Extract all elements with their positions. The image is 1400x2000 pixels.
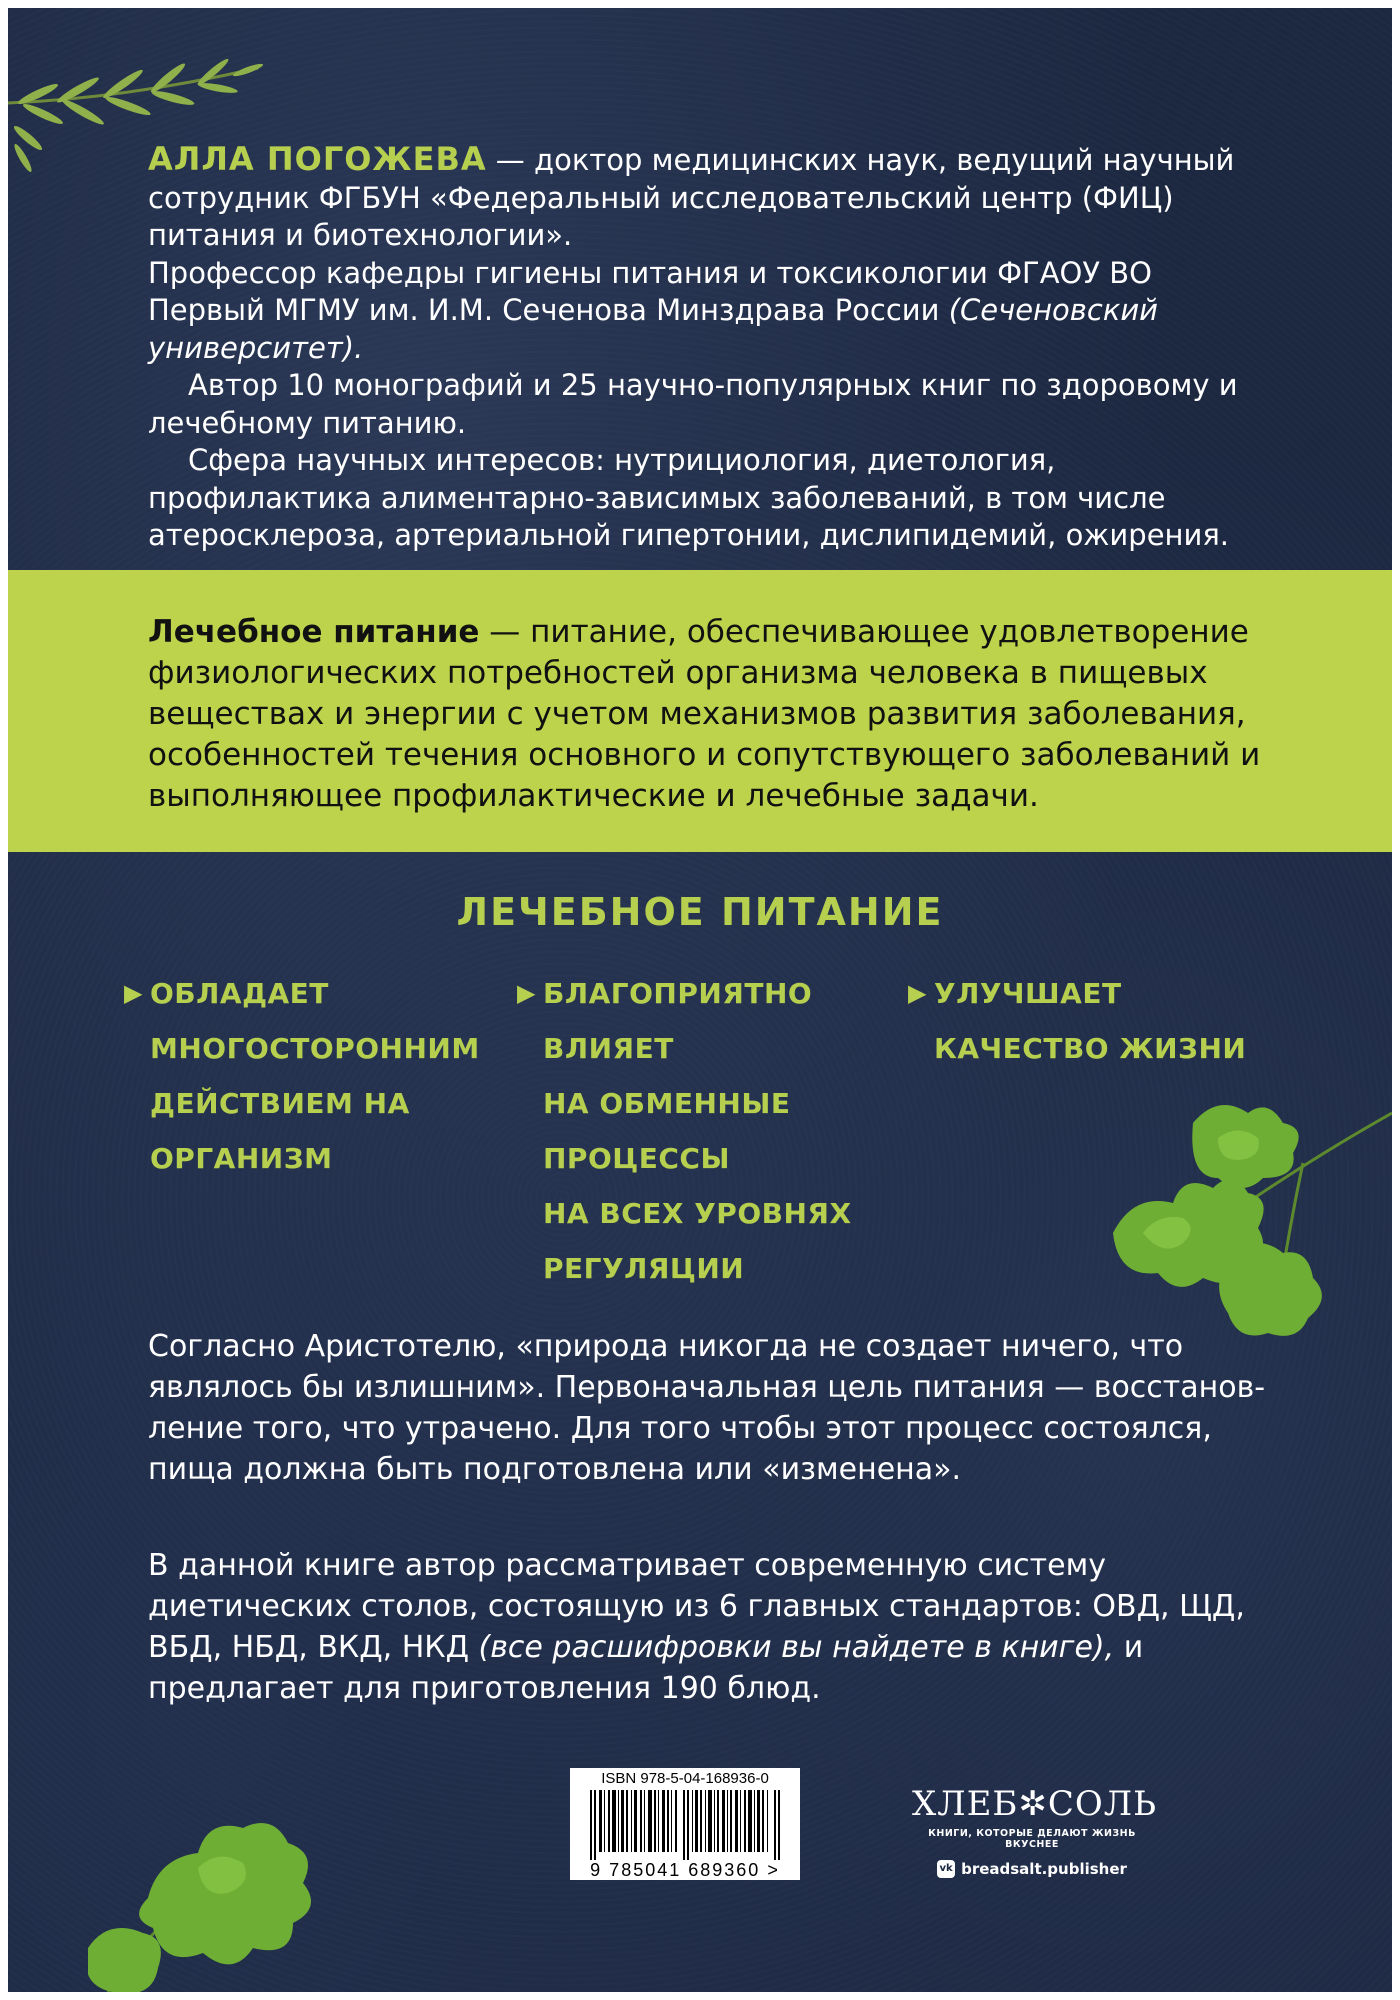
definition-body: — питание, обеспечивающее удовлетворение физиологических потребностей организма человека в пищевых веществах и энергии с учетом механизмов развития заболевания, особенностей течения основного и сопутствующего заболеваний и выполняющее профилактические и лечебные задачи. bbox=[148, 614, 1261, 814]
author-intro bbox=[148, 141, 1268, 255]
aristotle-quote bbox=[148, 1326, 1278, 1490]
triangle-bullet-icon: ▶ bbox=[908, 979, 927, 1007]
summary-text bbox=[148, 1545, 1278, 1709]
publisher-social-handle[interactable]: breadsalt.publisher bbox=[961, 1860, 1127, 1878]
benefit-line: ДЕЙСТВИЕМ НА bbox=[150, 1087, 410, 1120]
triangle-bullet-icon: ▶ bbox=[517, 979, 536, 1007]
benefit-line: РЕГУЛЯЦИИ bbox=[543, 1252, 745, 1285]
benefit-line: БЛАГОПРИЯТНО bbox=[543, 977, 813, 1010]
benefit-line: ОРГАНИЗМ bbox=[150, 1142, 333, 1175]
vk-icon: vk bbox=[937, 1860, 955, 1878]
benefit-line: ВЛИЯЕТ bbox=[543, 1032, 674, 1065]
summary-text-2: и предлагает для приготовления 190 блюд. bbox=[148, 1630, 1144, 1706]
quote-text: Согласно Аристотелю, «природа никогда не создает ничего, что являлось бы излишним». Первоначальная цель питания — восстанов-ление того, что утрачено. Для того чтобы этот процесс состоялся, пища должна быть подготовлена или «изменена». bbox=[148, 1329, 1266, 1487]
definition-term: Лечебное питание bbox=[148, 614, 480, 650]
triangle-bullet-icon: ▶ bbox=[124, 979, 143, 1007]
author-books: Автор 10 монографий и 25 научно-популярных книг по здоровому и лечебному питанию. bbox=[148, 368, 1238, 440]
author-bio-2: Профессор кафедры гигиены питания и токсикологии ФГАОУ ВО Первый МГМУ им. И.М. Сеченова Минздрава России bbox=[148, 255, 1152, 327]
benefit-line: УЛУЧШАЕТ bbox=[934, 977, 1122, 1010]
benefits-title: ЛЕЧЕБНОЕ ПИТАНИЕ bbox=[456, 890, 944, 934]
parsley-leaf-decoration bbox=[88, 1778, 348, 1992]
benefit-line: НА ОБМЕННЫЕ bbox=[543, 1087, 791, 1120]
benefit-line: ОБЛАДАЕТ bbox=[150, 977, 329, 1010]
definition-text bbox=[148, 612, 1268, 817]
isbn-barcode bbox=[570, 1768, 800, 1880]
publisher-logo: ХЛЕБ✲СОЛЬ bbox=[912, 1784, 1158, 1824]
barcode-bars bbox=[590, 1790, 780, 1860]
publisher-block bbox=[912, 1784, 1158, 1878]
benefit-line: НА ВСЕХ УРОВНЯХ bbox=[543, 1197, 852, 1230]
summary-text-1: В данной книге автор рассматривает современную систему диетических столов, состоящую из 6 главных стандартов: ОВД, ЩД, ВБД, НБД, ВКД, НКД bbox=[148, 1548, 1245, 1665]
author-bio-1: — доктор медицинских наук, ведущий научный сотрудник ФГБУН «Федеральный исследовательский центр (ФИЦ) питания и биотехнологии». bbox=[148, 143, 1235, 252]
book-back-cover bbox=[8, 8, 1392, 1992]
benefit-line: КАЧЕСТВО ЖИЗНИ bbox=[934, 1032, 1247, 1065]
benefit-column-2 bbox=[517, 966, 852, 1296]
author-position bbox=[148, 255, 1268, 368]
book-summary bbox=[148, 1545, 1278, 1709]
ean-number: 9 785041 689360 > bbox=[590, 1860, 780, 1880]
isbn-number: ISBN 978-5-04-168936-0 bbox=[601, 1770, 769, 1787]
summary-italic: (все расшифровки вы найдете в книге), bbox=[478, 1630, 1115, 1665]
benefit-line: МНОГОСТОРОННИМ bbox=[150, 1032, 480, 1065]
author-name: АЛЛА ПОГОЖЕВА bbox=[148, 140, 487, 178]
parsley-sprig-decoration bbox=[1053, 1083, 1392, 1343]
benefit-column-3 bbox=[908, 966, 1247, 1076]
benefit-line: ПРОЦЕССЫ bbox=[543, 1142, 730, 1175]
author-bio-2-italic: (Сеченовский университет). bbox=[148, 293, 1159, 365]
definition-band bbox=[8, 570, 1392, 852]
publisher-social[interactable] bbox=[912, 1860, 1152, 1878]
author-bio bbox=[148, 141, 1268, 555]
author-interests: Сфера научных интересов: нутрициология, диетология, профилактика алиментарно-зависимых заболеваний, в том числе атеросклероза, артериальной гипертонии, дислипидемий, ожирения. bbox=[148, 443, 1230, 552]
benefit-column-1 bbox=[124, 966, 480, 1186]
publisher-tagline: КНИГИ, КОТОРЫЕ ДЕЛАЮТ ЖИЗНЬ ВКУСНЕЕ bbox=[928, 1828, 1136, 1850]
